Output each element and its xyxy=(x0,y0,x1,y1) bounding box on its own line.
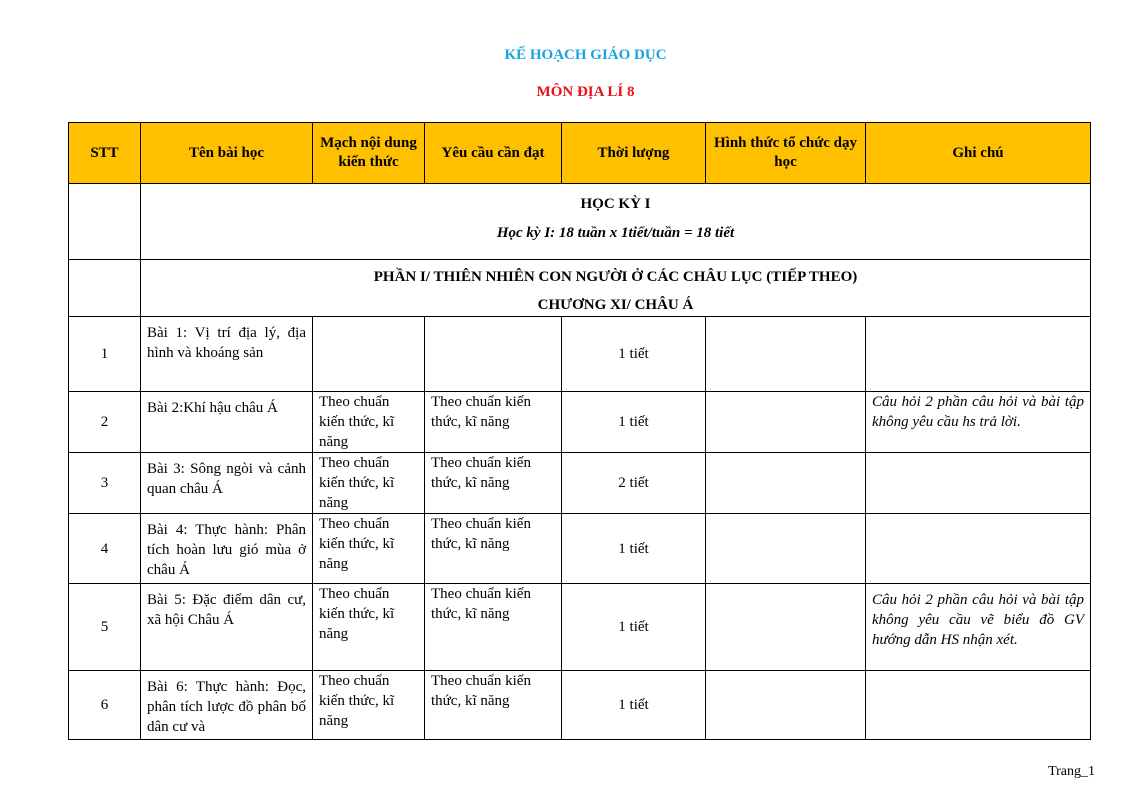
row-note xyxy=(866,514,1091,584)
table-row xyxy=(69,671,1091,740)
row-content xyxy=(313,317,425,392)
row-form xyxy=(706,453,866,514)
col-header-note: Ghi chú xyxy=(866,123,1091,184)
subject-title: MÔN ĐỊA LÍ 8 xyxy=(536,84,635,100)
row-stt: 3 xyxy=(69,453,141,514)
row-content: Theo chuẩn kiến thức, kĩ năng xyxy=(313,392,425,453)
col-header-form: Hình thức tổ chức dạy học xyxy=(706,123,866,184)
row-requirement: Theo chuẩn kiến thức, kĩ năng xyxy=(425,514,562,584)
row-requirement: Theo chuẩn kiến thức, kĩ năng xyxy=(425,584,562,671)
col-header-stt: STT xyxy=(69,123,141,184)
row-form xyxy=(706,671,866,740)
row-lesson-cell xyxy=(141,671,313,740)
row-note xyxy=(866,453,1091,514)
row-form xyxy=(706,392,866,453)
semester-title: HỌC KỲ I xyxy=(580,195,651,212)
col-header-requirement: Yêu cầu cần đạt xyxy=(425,123,562,184)
row-lesson: Bài 2:Khí hậu châu Á xyxy=(141,392,313,453)
row-content: Theo chuẩn kiến thức, kĩ năng xyxy=(313,671,425,740)
table-row xyxy=(69,514,1091,584)
row-stt: 6 xyxy=(69,671,141,740)
row-stt: 1 xyxy=(69,317,141,392)
row-requirement: Theo chuẩn kiến thức, kĩ năng xyxy=(425,392,562,453)
row-form xyxy=(706,584,866,671)
table-row xyxy=(69,584,1091,671)
document-title: KẾ HOẠCH GIÁO DỤC xyxy=(504,47,667,63)
col-header-lesson: Tên bài học xyxy=(141,123,313,184)
row-lesson: Bài 1: Vị trí địa lý, địa hình và khoáng sản xyxy=(141,317,313,392)
row-requirement xyxy=(425,317,562,392)
row-lesson: Bài 4: Thực hành: Phân tích hoàn lưu gió mùa ở châu Á xyxy=(141,514,313,584)
part-stt-cell xyxy=(69,260,141,317)
row-form xyxy=(706,317,866,392)
table-row xyxy=(69,317,1091,392)
page-number: Trang_1 xyxy=(1048,764,1095,779)
semester-subtitle: Học kỳ I: 18 tuần x 1tiết/tuần = 18 tiết xyxy=(496,224,735,241)
col-header-duration: Thời lượng xyxy=(562,123,706,184)
row-stt: 2 xyxy=(69,392,141,453)
table-row xyxy=(69,453,1091,514)
part-title: PHẦN I/ THIÊN NHIÊN CON NGƯỜI Ở CÁC CHÂU LỤC (TIẾP THEO) xyxy=(373,269,858,285)
table-header-row xyxy=(69,123,1091,184)
table-row xyxy=(69,392,1091,453)
row-duration: 1 tiết xyxy=(562,584,706,671)
row-lesson: Bài 3: Sông ngòi và cảnh quan châu Á xyxy=(141,453,313,514)
row-duration: 1 tiết xyxy=(562,514,706,584)
row-duration: 1 tiết xyxy=(562,671,706,740)
row-form xyxy=(706,514,866,584)
semester-stt-cell xyxy=(69,184,141,260)
semester-cell xyxy=(141,184,1091,260)
row-stt: 4 xyxy=(69,514,141,584)
row-content: Theo chuẩn kiến thức, kĩ năng xyxy=(313,584,425,671)
row-requirement: Theo chuẩn kiến thức, kĩ năng xyxy=(425,453,562,514)
education-plan-table xyxy=(68,122,1091,740)
col-header-content: Mạch nội dung kiến thức xyxy=(313,123,425,184)
row-note xyxy=(866,671,1091,740)
part-row xyxy=(69,260,1091,317)
row-note: Câu hỏi 2 phần câu hỏi và bài tập không yêu cầu hs trả lời. xyxy=(866,392,1091,453)
semester-row xyxy=(69,184,1091,260)
row-note: Câu hỏi 2 phần câu hỏi và bài tập không yêu cầu vẽ biểu đồ GV hướng dẫn HS nhận xét. xyxy=(866,584,1091,671)
row-duration: 2 tiết xyxy=(562,453,706,514)
row-duration: 1 tiết xyxy=(562,392,706,453)
row-note xyxy=(866,317,1091,392)
chapter-title: CHƯƠNG XI/ CHÂU Á xyxy=(537,297,694,313)
row-requirement: Theo chuẩn kiến thức, kĩ năng xyxy=(425,671,562,740)
row-stt: 5 xyxy=(69,584,141,671)
part-cell xyxy=(141,260,1091,317)
row-lesson: Bài 5: Đặc điểm dân cư, xã hội Châu Á xyxy=(141,584,313,671)
row-content: Theo chuẩn kiến thức, kĩ năng xyxy=(313,514,425,584)
row-content: Theo chuẩn kiến thức, kĩ năng xyxy=(313,453,425,514)
row-duration: 1 tiết xyxy=(562,317,706,392)
row-lesson: Bài 6: Thực hành: Đọc, phân tích lược đồ phân bố dân cư và xyxy=(147,679,306,735)
